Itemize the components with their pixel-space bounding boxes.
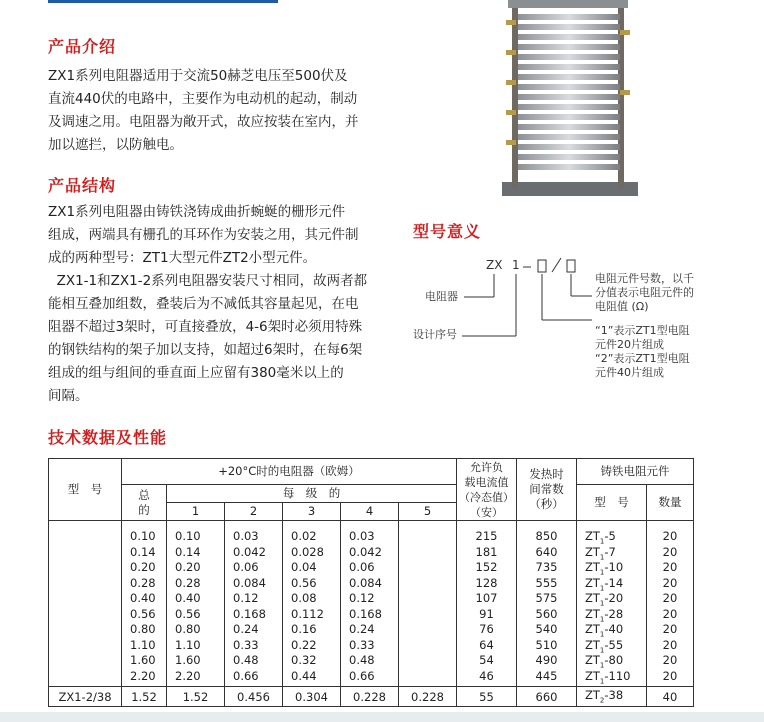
note-line: 电阻值 (Ω) xyxy=(595,300,649,313)
note-line: “2”表示ZT1型电阻 xyxy=(595,352,690,365)
cell-value: 1.60 xyxy=(175,653,201,667)
cell-value: 0.66 xyxy=(233,668,259,683)
th-heat: 发热时 间常数 （秒） xyxy=(517,459,577,521)
th-current: 允许负 载电流值 （冷态值） （安） xyxy=(457,459,517,521)
cell-value: 490 xyxy=(535,653,558,667)
cell-value: 0.03 xyxy=(233,529,259,543)
th-model: 型 号 xyxy=(49,459,122,521)
zt-prefix: ZT xyxy=(585,560,600,574)
zt-sub: 1 xyxy=(599,630,605,639)
model-code-1: 1 xyxy=(512,258,520,272)
page-bottom-strip xyxy=(0,712,764,722)
zt-sub: 1 xyxy=(599,676,605,685)
th-resistance: +20°C时的电阻器（欧姆） xyxy=(122,459,457,485)
cell-value: 215 xyxy=(475,529,498,543)
cell-value: 0.28 xyxy=(130,575,156,590)
col-total xyxy=(122,521,167,687)
cell-value: 181 xyxy=(475,544,498,559)
cell-value: 0.22 xyxy=(291,637,317,652)
note-line: “1”表示ZT1型电阻 xyxy=(595,324,690,337)
cell-value: 0.56 xyxy=(291,575,317,590)
cell-value: 735 xyxy=(535,560,558,574)
th-level-4: 4 xyxy=(341,503,399,521)
cell-value: 20 xyxy=(662,653,678,667)
col-level-2 xyxy=(225,521,283,687)
cell-value: 152 xyxy=(475,560,498,574)
zt-sub: 1 xyxy=(599,599,605,608)
cell-value: 2.20 xyxy=(175,668,201,683)
cell-value: 0.168 xyxy=(233,606,266,621)
zt-suffix: -7 xyxy=(604,544,616,559)
col-heat xyxy=(517,521,577,687)
row2-l5: 0.228 xyxy=(399,687,457,707)
intro-text xyxy=(48,65,388,157)
cell-value: 20 xyxy=(662,637,678,652)
row2-model: ZX1-2/38 xyxy=(49,687,122,707)
cell-value: 510 xyxy=(535,637,558,652)
note-element-count xyxy=(595,272,694,314)
structure-line: 成的两种型号：ZT1大型元件ZT2小型元件。 xyxy=(48,250,317,266)
zt-sub: 2 xyxy=(599,696,605,705)
zt-suffix: -40 xyxy=(604,622,624,636)
col-level-5 xyxy=(399,521,457,687)
cell-value: 0.80 xyxy=(130,622,156,636)
th-level-5: 5 xyxy=(399,503,457,521)
th-level-3: 3 xyxy=(283,503,341,521)
cell-value: 0.168 xyxy=(349,606,382,621)
row2-element xyxy=(577,687,647,707)
row2-heat: 660 xyxy=(517,687,577,707)
label-resistor: 电阻器 xyxy=(425,290,458,303)
zt-sub: 1 xyxy=(599,661,605,670)
col-current xyxy=(457,521,517,687)
zt-sub: 1 xyxy=(599,645,605,654)
zt-prefix: ZT xyxy=(585,653,600,667)
cell-value: 555 xyxy=(535,575,558,590)
cell-value: 64 xyxy=(479,637,494,652)
intro-line: ZX1系列电阻器适用于交流50赫芝电压至500伏及 xyxy=(48,68,348,84)
cell-value: 0.03 xyxy=(349,529,375,543)
cell-value: 0.40 xyxy=(130,591,156,605)
zt-sub: 1 xyxy=(599,568,605,577)
structure-line: ZX1-1和ZX1-2系列电阻器安装尺寸相同，故两者都 xyxy=(48,273,368,289)
note-line: 元件40片组成 xyxy=(595,366,664,379)
zt-sub: 1 xyxy=(599,552,605,561)
note-line: 电阻元件号数，以千 xyxy=(595,272,694,285)
cell-value: 0.028 xyxy=(291,544,324,559)
zt-suffix: -20 xyxy=(604,591,624,605)
cell-value: 0.14 xyxy=(130,544,156,559)
cell-value: 20 xyxy=(662,606,678,621)
cell-value: 20 xyxy=(662,575,678,590)
tech-title: 技术数据及性能 xyxy=(48,428,168,447)
cell-value: 0.20 xyxy=(130,560,156,574)
cell-value: 1.60 xyxy=(130,653,156,667)
cell-value: 20 xyxy=(662,622,678,636)
cell-value: 0.112 xyxy=(291,606,324,621)
cell-value xyxy=(585,638,646,654)
th-element-qty: 数量 xyxy=(647,485,694,521)
cell-value: 640 xyxy=(535,544,558,559)
cell-value: 850 xyxy=(535,529,558,543)
cell-value xyxy=(585,622,646,638)
spec-table xyxy=(48,458,694,707)
th-element-model: 型 号 xyxy=(577,485,647,521)
col-element xyxy=(577,521,647,687)
cell-value: 91 xyxy=(479,606,494,621)
model-lines xyxy=(410,250,740,390)
row2-current: 55 xyxy=(457,687,517,707)
cell-value: 0.80 xyxy=(175,622,201,636)
cell-value: 0.12 xyxy=(233,591,259,605)
cell-value: 445 xyxy=(535,668,558,683)
zt-sub: 1 xyxy=(599,614,605,623)
cell-value: 54 xyxy=(479,653,494,667)
note-line: 元件20片组成 xyxy=(595,338,664,351)
structure-line: ZX1系列电阻器由铸铁浇铸成曲折蜿蜒的栅形元件 xyxy=(48,204,346,220)
zt-suffix: -14 xyxy=(604,575,624,590)
intro-line: 直流440伏的电路中，主要作为电动机的起动，制动 xyxy=(48,91,358,107)
zt-prefix: ZT xyxy=(585,688,600,703)
cell-value xyxy=(585,576,646,592)
cell-value xyxy=(585,591,646,607)
model-diagram xyxy=(410,250,740,390)
cell-value xyxy=(585,560,646,576)
cell-value: 2.20 xyxy=(130,668,156,683)
zt-suffix: -110 xyxy=(604,668,631,683)
row2-l3: 0.304 xyxy=(283,687,341,707)
th-level-1: 1 xyxy=(167,503,225,521)
cell-value: 0.02 xyxy=(291,529,317,543)
cell-value: 0.24 xyxy=(233,622,259,636)
cell-value: 0.20 xyxy=(175,560,201,574)
cell-value: 0.66 xyxy=(349,668,375,683)
cell-value: 0.40 xyxy=(175,591,201,605)
cell-value: 0.06 xyxy=(349,560,375,574)
cell-value: 0.33 xyxy=(349,637,375,652)
row2-total: 1.52 xyxy=(122,687,167,707)
header-bar xyxy=(48,0,278,3)
intro-line: 及调速之用。电阻器为敞开式，故应按装在室内，并 xyxy=(48,114,359,130)
cell-value: 20 xyxy=(662,529,678,543)
th-total: 总 的 xyxy=(122,485,167,521)
table-group-1 xyxy=(49,521,694,687)
zt-prefix: ZT xyxy=(585,637,600,652)
cell-value: 107 xyxy=(475,591,498,605)
cell-value: 540 xyxy=(535,622,558,636)
col-level-4 xyxy=(341,521,399,687)
structure-line: 间隔。 xyxy=(48,388,89,404)
cell-value: 20 xyxy=(662,668,678,683)
cell-value xyxy=(585,529,646,545)
structure-line: 的钢铁结构的架子加以支持，如超过6架时，在每6架 xyxy=(48,342,363,358)
structure-line: 组成的组与组间的垂直面上应留有380毫米以上的 xyxy=(48,365,344,381)
structure-text xyxy=(48,201,388,408)
intro-line: 加以遮拦，以防触电。 xyxy=(48,137,183,153)
zt-suffix: -28 xyxy=(604,606,624,621)
cell-value: 0.12 xyxy=(349,591,375,605)
cell-value: 76 xyxy=(479,622,494,636)
cell-value: 0.16 xyxy=(291,622,317,636)
zt-prefix: ZT xyxy=(585,575,600,590)
cell-value: 575 xyxy=(535,591,558,605)
zt-prefix: ZT xyxy=(585,668,600,683)
cell-value: 1.10 xyxy=(175,637,201,652)
zt-suffix: -80 xyxy=(604,653,624,667)
cell-value: 0.042 xyxy=(233,544,266,559)
cell-value: 0.042 xyxy=(349,544,382,559)
cell-value: 0.06 xyxy=(233,560,259,574)
col-qty xyxy=(647,521,694,687)
cell-value: 0.32 xyxy=(291,653,317,667)
cell-value: 0.10 xyxy=(175,529,201,543)
cell-value: 0.04 xyxy=(291,560,317,574)
group1-model xyxy=(49,521,122,687)
cell-value xyxy=(585,653,646,669)
zt-prefix: ZT xyxy=(585,544,600,559)
cell-value: 46 xyxy=(479,668,494,683)
cell-value: 0.28 xyxy=(175,575,201,590)
cell-value: 0.44 xyxy=(291,668,317,683)
structure-line: 阻器不超过3架时，可直接叠放，4-6架时必须用特殊 xyxy=(48,319,363,335)
row2-l1: 1.52 xyxy=(167,687,225,707)
cell-value: 0.10 xyxy=(130,529,156,543)
zt-sub: 1 xyxy=(599,537,605,546)
cell-value xyxy=(585,607,646,623)
cell-value: 0.08 xyxy=(291,591,317,605)
structure-title: 产品结构 xyxy=(48,176,117,195)
row2-l4: 0.228 xyxy=(341,687,399,707)
th-each-level: 每 级 的 xyxy=(167,485,457,503)
cell-value: 0.48 xyxy=(349,653,375,667)
zt-sub: 1 xyxy=(599,583,605,592)
structure-line: 组成，两端具有栅孔的耳环作为安装之用，其元件制 xyxy=(48,227,359,243)
model-title: 型号意义 xyxy=(413,222,482,241)
model-code-zx: ZX xyxy=(486,258,503,272)
zt-suffix: -5 xyxy=(604,529,616,543)
structure-line: 能相互叠加组数，叠装后为不减低其容量起见，在电 xyxy=(48,296,359,312)
zt-prefix: ZT xyxy=(585,529,600,543)
note-element-type xyxy=(595,324,690,380)
th-element: 铸铁电阻元件 xyxy=(577,459,694,485)
cell-value: 0.24 xyxy=(349,622,375,636)
cell-value xyxy=(585,669,646,685)
cell-value: 1.10 xyxy=(130,637,156,652)
cell-value: 0.48 xyxy=(233,653,259,667)
cell-value: 560 xyxy=(535,606,558,621)
th-level-2: 2 xyxy=(225,503,283,521)
zt-suffix: -38 xyxy=(604,688,624,703)
cell-value: 20 xyxy=(662,544,678,559)
row2-l2: 0.456 xyxy=(225,687,283,707)
col-level-1 xyxy=(167,521,225,687)
col-level-3 xyxy=(283,521,341,687)
cell-value: 128 xyxy=(475,575,498,590)
table-row xyxy=(49,687,694,707)
intro-title: 产品介绍 xyxy=(48,37,117,56)
row2-qty: 40 xyxy=(647,687,694,707)
zt-prefix: ZT xyxy=(585,622,600,636)
zt-prefix: ZT xyxy=(585,591,600,605)
cell-value: 20 xyxy=(662,560,678,574)
cell-value: 0.33 xyxy=(233,637,259,652)
zt-suffix: -55 xyxy=(604,637,624,652)
cell-value xyxy=(585,545,646,561)
cell-value: 0.56 xyxy=(130,606,156,621)
cell-value: 0.084 xyxy=(233,575,266,590)
cell-value: 0.084 xyxy=(349,575,382,590)
resistor-photo xyxy=(500,0,640,200)
label-design-no: 设计序号 xyxy=(413,328,457,341)
cell-value: 0.56 xyxy=(175,606,201,621)
zt-prefix: ZT xyxy=(585,606,600,621)
zt-suffix: -10 xyxy=(604,560,624,574)
cell-value: 0.14 xyxy=(175,544,201,559)
cell-value: 20 xyxy=(662,591,678,605)
note-line: 分值表示电阻元件的 xyxy=(595,286,694,299)
